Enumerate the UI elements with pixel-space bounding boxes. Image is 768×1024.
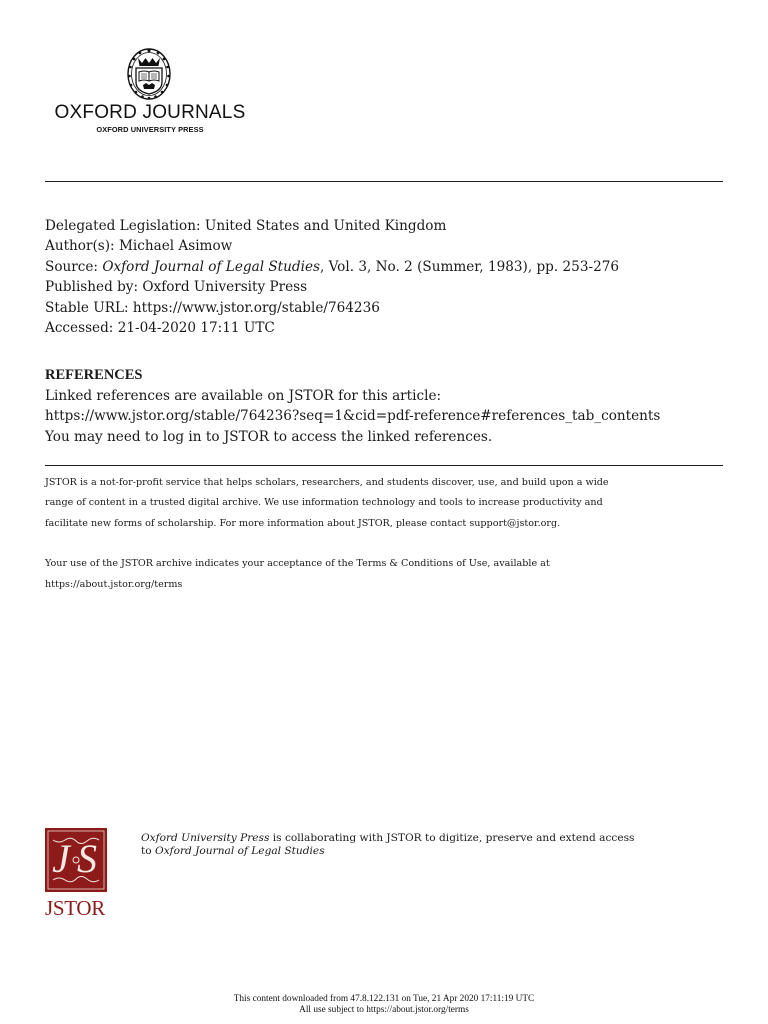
terms-link[interactable]: https://about.jstor.org/terms [45, 578, 183, 590]
notice-line: facilitate new forms of scholarship. For more information about JSTOR, please contact support@jstor.org. [45, 517, 561, 529]
references-link[interactable]: https://www.jstor.org/stable/764236?seq=1&cid=pdf-reference#references_tab_contents [45, 408, 661, 424]
source-journal: Oxford Journal of Legal Studies [102, 258, 320, 275]
references-intro: Linked references are available on JSTOR for this article: [45, 387, 442, 404]
svg-text:S: S [77, 836, 97, 881]
download-footer [0, 994, 768, 1016]
article-title: Delegated Legislation: United States and United Kingdom [45, 218, 447, 234]
notice-line: JSTOR is a not-for-profit service that helps scholars, researchers, and students discover, use, and build upon a wide [45, 477, 609, 488]
jstor-notice [45, 473, 725, 595]
oxford-crest-icon [126, 44, 172, 100]
collab-journal: Oxford Journal of Legal Studies [155, 845, 325, 857]
references-login-note: You may need to log in to JSTOR to access the linked references. [45, 428, 493, 445]
collab-publisher: Oxford University Press [141, 832, 270, 844]
article-metadata [45, 216, 619, 338]
references-section [45, 365, 660, 447]
article-accessed: Accessed: 21-04-2020 17:11 UTC [45, 319, 275, 336]
article-source: Source: Oxford Journal of Legal Studies, Vol. 3, No. 2 (Summer, 1983), pp. 253-276 [45, 258, 620, 275]
article-publisher: Published by: Oxford University Press [45, 279, 308, 296]
article-author: Author(s): Michael Asimow [45, 238, 233, 255]
jstor-logo [45, 828, 107, 921]
notice-line: range of content in a trusted digital archive. We use information technology and tools to increase productivity and [45, 497, 603, 509]
middle-divider [45, 465, 723, 466]
references-heading: REFERENCES [45, 367, 143, 383]
footer-terms-line: All use subject to https://about.jstor.org/terms [299, 1005, 469, 1015]
brand-subtitle: OXFORD UNIVERSITY PRESS [96, 125, 204, 134]
jstor-mark-icon [45, 828, 107, 892]
jstor-wordmark: JSTOR [45, 896, 105, 920]
terms-line: Your use of the JSTOR archive indicates your acceptance of the Terms & Conditions of Use, available at [45, 558, 550, 570]
footer-download-line: This content downloaded from 47.8.122.131 on Tue, 21 Apr 2020 17:11:19 UTC [233, 994, 535, 1004]
svg-text:J: J [52, 836, 70, 881]
top-divider [45, 181, 723, 182]
article-stable-url[interactable]: Stable URL: https://www.jstor.org/stable/764236 [45, 299, 380, 316]
brand-title: OXFORD JOURNALS [54, 102, 246, 123]
collaboration-statement: Oxford University Press is collaborating with JSTOR to digitize, preserve and extend access to Oxford Journal of Legal Studies [141, 832, 635, 857]
oxford-journals-logo [44, 44, 256, 134]
